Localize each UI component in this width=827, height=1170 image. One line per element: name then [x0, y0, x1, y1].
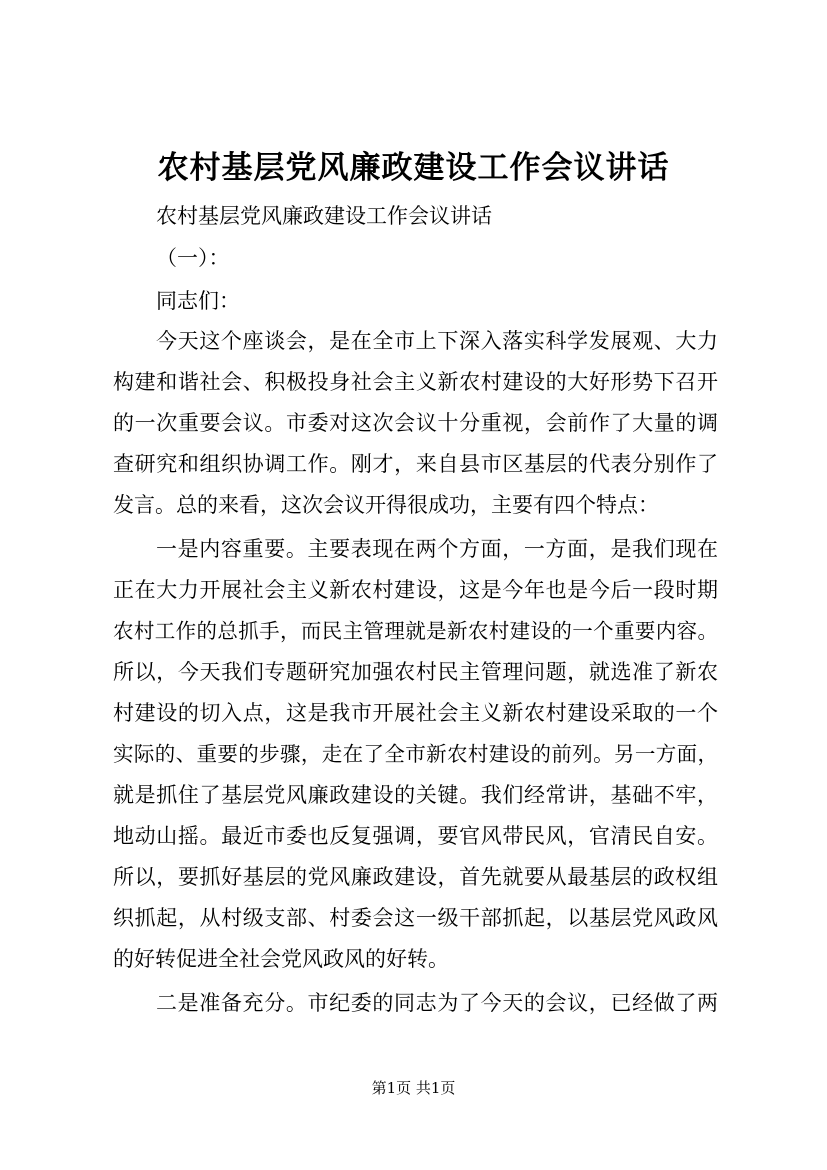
document-title: 农村基层党风廉政建设工作会议讲话: [157, 150, 670, 186]
paragraph-1-line: 发言。总的来看，这次会议开得很成功，主要有四个特点：: [113, 493, 659, 517]
paragraph-2-line: 就是抓住了基层党风廉政建设的关键。我们经常讲，基础不牢，: [113, 783, 718, 807]
paragraph-2-line: 一是内容重要。主要表现在两个方面，一方面，是我们现在: [156, 537, 718, 561]
paragraph-2-line: 的好转促进全社会党风政风的好转。: [113, 947, 449, 971]
paragraph-1-line: 查研究和组织协调工作。刚才，来自县市区基层的代表分别作了: [113, 452, 718, 476]
paragraph-2-line: 地动山摇。最近市委也反复强调，要官风带民风，官清民自安。: [113, 824, 718, 848]
paragraph-1-line: 的一次重要会议。市委对这次会议十分重视，会前作了大量的调: [113, 411, 718, 435]
paragraph-2-line: 所以，要抓好基层的党风廉政建设，首先就要从最基层的政权组: [113, 865, 718, 889]
document-subtitle: 农村基层党风廉政建设工作会议讲话: [156, 204, 492, 228]
paragraph-1-line: 构建和谐社会、积极投身社会主义新农村建设的大好形势下召开: [113, 370, 718, 394]
part-marker: （一）：: [156, 246, 230, 270]
paragraph-2-line: 村建设的切入点，这是我市开展社会主义新农村建设采取的一个: [113, 701, 718, 725]
paragraph-2-line: 实际的、重要的步骤，走在了全市新农村建设的前列。另一方面，: [113, 742, 718, 766]
paragraph-2-line: 农村工作的总抓手，而民主管理就是新农村建设的一个重要内容。: [113, 619, 718, 643]
paragraph-2-line: 织抓起，从村级支部、村委会这一级干部抓起，以基层党风政风: [113, 906, 718, 930]
paragraph-1-line: 今天这个座谈会，是在全市上下深入落实科学发展观、大力: [156, 329, 718, 353]
paragraph-2-line: 正在大力开展社会主义新农村建设，这是今年也是今后一段时期: [113, 578, 718, 602]
paragraph-3-line: 二是准备充分。市纪委的同志为了今天的会议，已经做了两: [156, 991, 718, 1015]
salutation: 同志们：: [156, 289, 240, 313]
paragraph-2-line: 所以，今天我们专题研究加强农村民主管理问题，就选准了新农: [113, 660, 718, 684]
page-number: 第1页 共1页: [371, 1079, 456, 1097]
